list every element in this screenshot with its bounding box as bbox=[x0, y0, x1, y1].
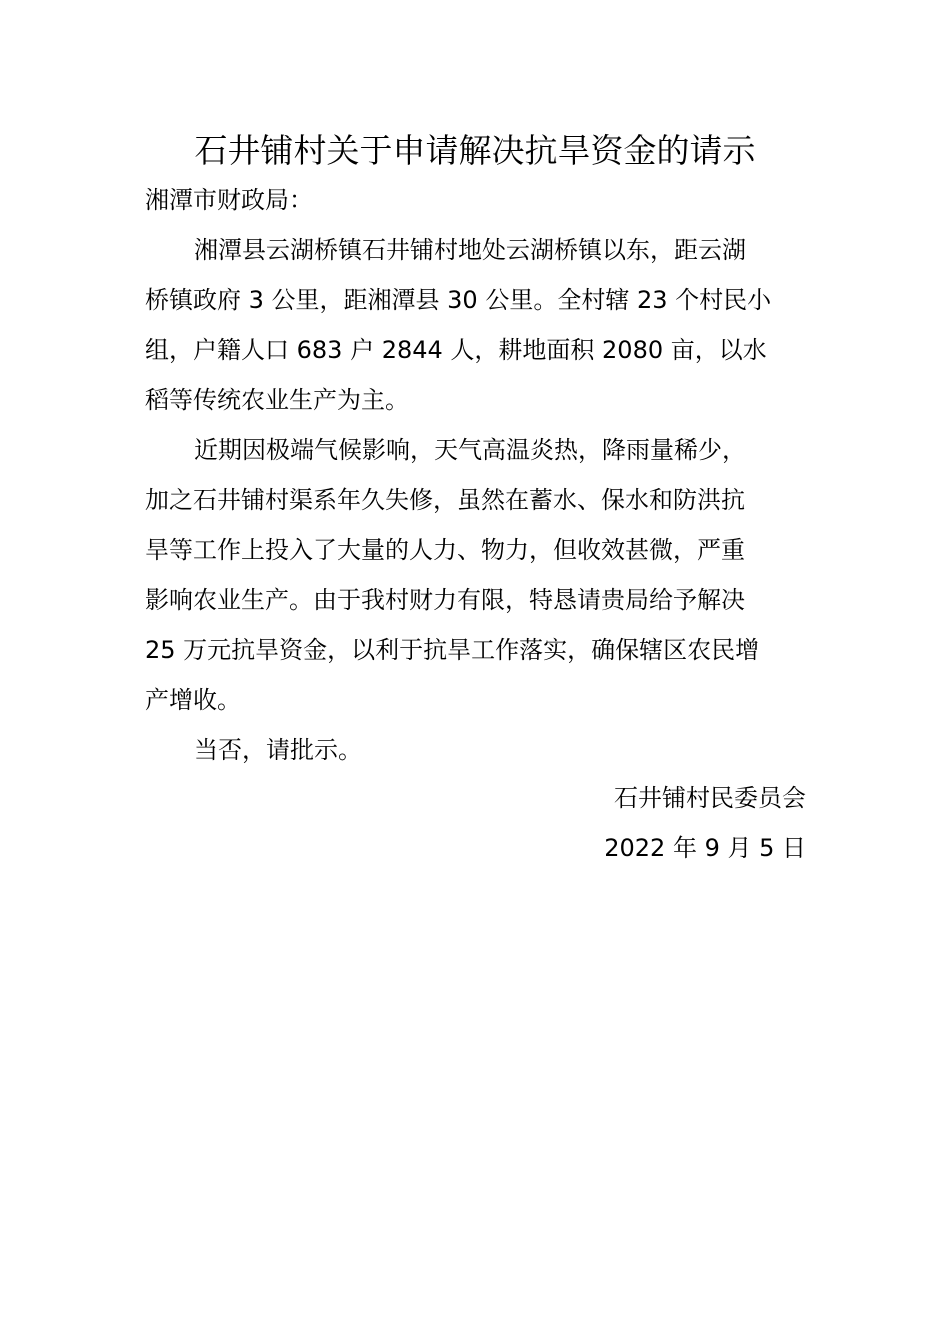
paragraph-2-line-6: 产增收。 bbox=[145, 686, 241, 714]
signature: 石井铺村民委员会 bbox=[614, 784, 806, 812]
paragraph-2-line-1: 近期因极端气候影响，天气高温炎热，降雨量稀少， bbox=[194, 436, 746, 464]
paragraph-1-line-1: 湘潭县云湖桥镇石井铺村地处云湖桥镇以东，距云湖 bbox=[194, 236, 746, 264]
paragraph-2-line-3: 旱等工作上投入了大量的人力、物力，但收效甚微，严重 bbox=[145, 536, 745, 564]
document-title: 石井铺村关于申请解决抗旱资金的请示 bbox=[194, 131, 756, 170]
closing-line: 当否，请批示。 bbox=[194, 736, 362, 764]
addressee: 湘潭市财政局： bbox=[145, 186, 313, 214]
paragraph-1-line-3: 组，户籍人口 683 户 2844 人，耕地面积 2080 亩，以水 bbox=[145, 336, 767, 364]
paragraph-2-line-2: 加之石井铺村渠系年久失修，虽然在蓄水、保水和防洪抗 bbox=[145, 486, 745, 514]
paragraph-2-line-5: 25 万元抗旱资金，以利于抗旱工作落实，确保辖区农民增 bbox=[145, 636, 760, 664]
paragraph-2-line-4: 影响农业生产。由于我村财力有限，特恳请贵局给予解决 bbox=[145, 586, 745, 614]
paragraph-1-line-2: 桥镇政府 3 公里，距湘潭县 30 公里。全村辖 23 个村民小 bbox=[145, 286, 772, 314]
date: 2022 年 9 月 5 日 bbox=[604, 834, 806, 862]
paragraph-1-line-4: 稻等传统农业生产为主。 bbox=[145, 386, 409, 414]
